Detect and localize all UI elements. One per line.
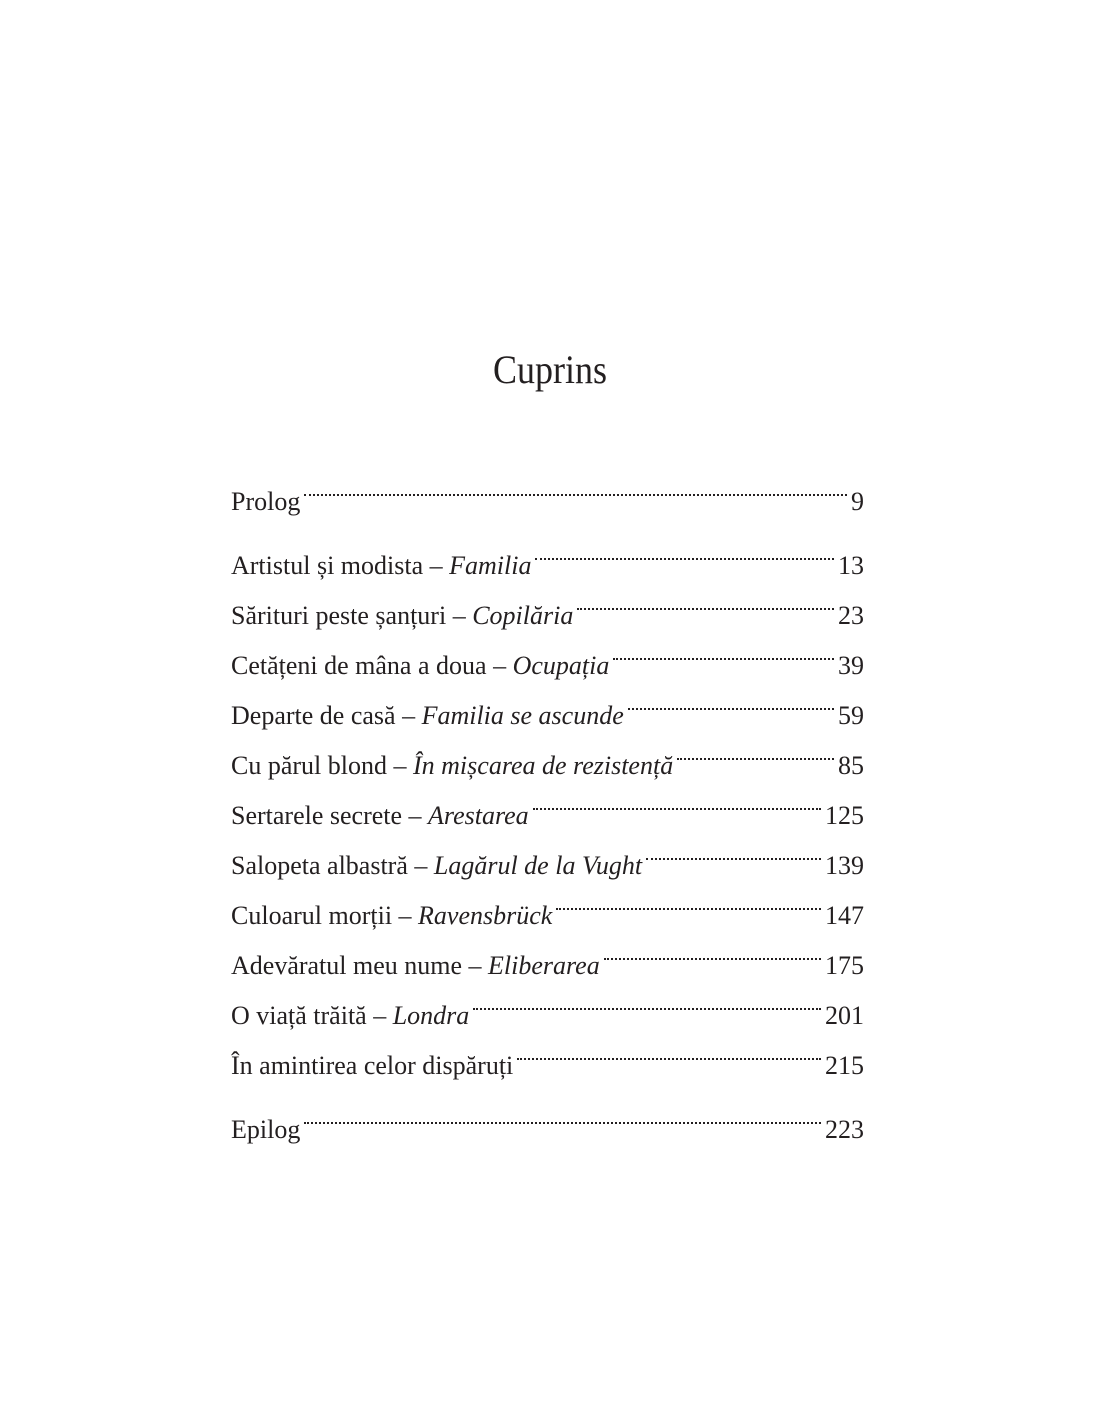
toc-page-number: 223 <box>825 1115 864 1144</box>
toc-entry-subtitle: Copilăria <box>472 601 574 630</box>
toc-entry[interactable] <box>231 524 864 580</box>
toc-page-number: 13 <box>838 551 864 580</box>
toc-entry-separator: – <box>392 901 419 930</box>
toc-entry-title: Adevăratul meu nume <box>231 951 463 980</box>
toc-entry-separator: – <box>402 801 429 830</box>
toc-entry-subtitle: Familia <box>449 551 532 580</box>
toc-page-number: 125 <box>825 801 864 830</box>
toc-entry-separator: – <box>395 701 422 730</box>
page-title: Cuprins <box>492 347 608 392</box>
toc-entry-label <box>231 991 469 1041</box>
toc-entry-title: Cu părul blond <box>231 751 387 780</box>
toc-entry-subtitle: Ravensbrück <box>418 901 553 930</box>
toc-leader-dots <box>613 624 834 674</box>
toc-entry-label <box>231 791 529 841</box>
toc-entry-title: În amintirea celor dispăruți <box>231 1051 514 1080</box>
toc-page-number: 215 <box>825 1051 864 1080</box>
toc-entry-label <box>231 541 531 591</box>
toc-page-number: 147 <box>825 901 864 930</box>
toc-entry-subtitle: Londra <box>392 1001 470 1030</box>
toc-entry-title: Departe de casă <box>231 701 396 730</box>
toc-entry-subtitle: În mișcarea de rezistență <box>413 751 674 780</box>
toc-entry-label <box>231 641 609 691</box>
toc-entry-title: Artistul și modista <box>231 551 424 580</box>
toc-entry-subtitle: Familia se ascunde <box>421 701 624 730</box>
toc-entry-separator: – <box>387 751 413 780</box>
toc-leader-dots <box>535 524 834 574</box>
toc-leader-dots <box>646 824 821 874</box>
toc-entry-title: Salopeta albastră <box>231 851 408 880</box>
toc-page-number: 85 <box>838 751 864 780</box>
toc-page-number: 139 <box>825 851 864 880</box>
toc-leader-dots <box>304 460 847 510</box>
toc-entry-separator: – <box>462 951 489 980</box>
toc-entry-label <box>231 691 624 741</box>
toc-entry-label <box>231 591 573 641</box>
toc-page-number: 59 <box>838 701 864 730</box>
toc-leader-dots <box>304 1088 821 1138</box>
toc-entry-title: Prolog <box>231 487 301 516</box>
toc-entry-label <box>231 891 552 941</box>
toc-leader-dots <box>604 924 821 974</box>
toc-entry-subtitle: Ocupația <box>512 651 610 680</box>
toc-entry-separator: – <box>486 651 513 680</box>
toc-leader-dots <box>577 574 834 624</box>
toc-entry-separator: – <box>407 851 434 880</box>
toc-entry-subtitle: Arestarea <box>428 801 529 830</box>
toc-leader-dots <box>533 774 821 824</box>
toc-entry-separator: – <box>446 601 473 630</box>
toc-page-number: 39 <box>838 651 864 680</box>
toc-page-number: 201 <box>825 1001 864 1030</box>
toc-page-number: 9 <box>851 487 864 516</box>
toc-entry-separator: – <box>423 551 450 580</box>
table-of-contents <box>231 460 864 1144</box>
toc-entry-subtitle: Eliberarea <box>488 951 600 980</box>
toc-leader-dots <box>556 874 821 924</box>
toc-leader-dots <box>677 724 834 774</box>
toc-entry-prolog[interactable] <box>231 460 864 516</box>
toc-entry-title: O viață trăită <box>231 1001 367 1030</box>
toc-entry-title: Sărituri peste șanțuri <box>231 601 447 630</box>
toc-leader-dots <box>517 1024 821 1074</box>
toc-leader-dots <box>628 674 834 724</box>
toc-entry-title: Epilog <box>231 1115 301 1144</box>
toc-entry-epilog[interactable] <box>231 1088 864 1144</box>
toc-page-number: 175 <box>825 951 864 980</box>
toc-entry-separator: – <box>366 1001 393 1030</box>
toc-entry-title: Sertarele secrete <box>231 801 403 830</box>
toc-entry-title: Cetățeni de mâna a doua <box>231 651 487 680</box>
toc-page-number: 23 <box>838 601 864 630</box>
toc-leader-dots <box>473 974 821 1024</box>
toc-entry-title: Culoarul morții <box>231 901 393 930</box>
toc-entry-subtitle: Lagărul de la Vught <box>433 851 643 880</box>
